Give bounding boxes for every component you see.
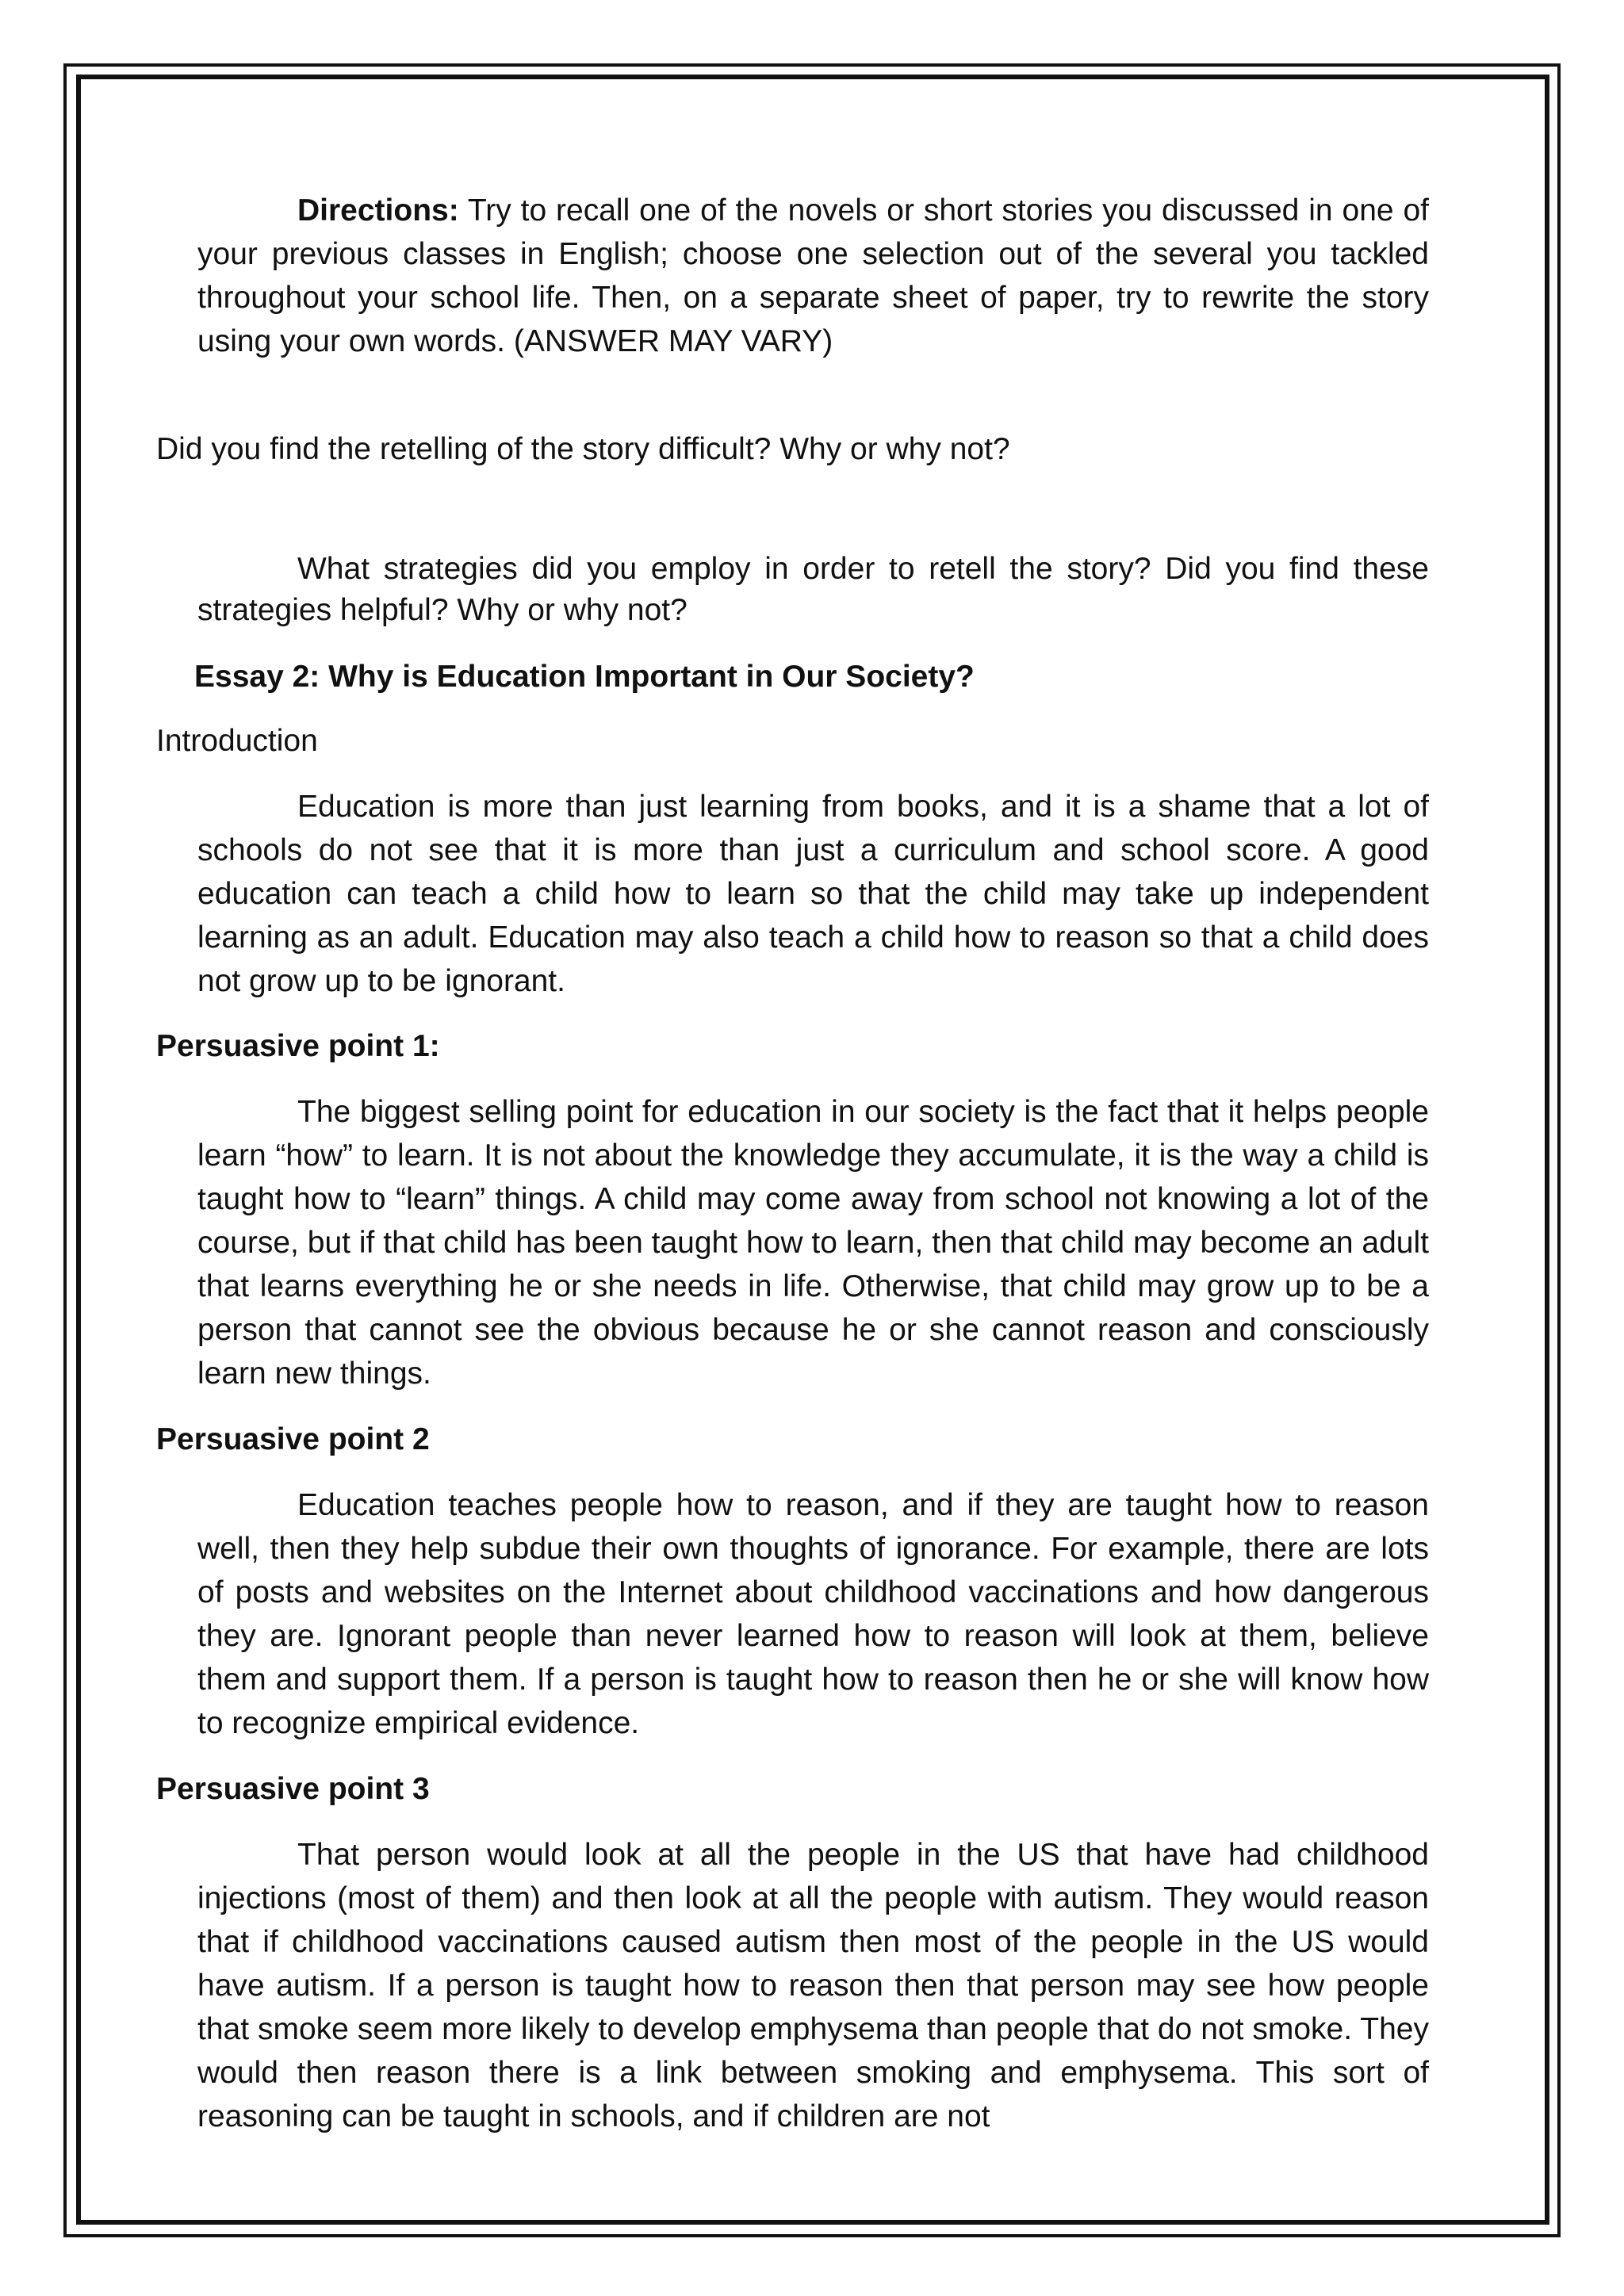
persuasive-point-3-body: That person would look at all the people in the US that have had childhood injections (most of them) and then look at all the people with autism. They would reason that if childhood vaccinations caused autism then most of the people in the US would have autism. If a person is taught how to reason then that person may see how people that smoke seem more likely to develop emphysema than people that do not smoke. They would then reason there is a link between smoking and emphysema. This sort of reasoning can be taught in schools, and if children are not — [197, 1838, 1429, 2133]
document-body — [156, 189, 1429, 2138]
persuasive-point-3-heading: Persuasive point 3 — [156, 1772, 430, 1806]
directions-label: Directions: — [297, 193, 459, 228]
essay-title: Essay 2: Why is Education Important in Our Society? — [194, 660, 975, 694]
directions-paragraph — [197, 189, 1429, 363]
directions-text: Try to recall one of the novels or short stories you discussed in one of your previous classes in English; choose one selection out of the several you tackled throughout your school life. Then, on a separate sheet of paper, try to rewrite the story using your own words. (ANSWER MAY VARY) — [197, 193, 1429, 358]
question-retelling-difficulty: Did you find the retelling of the story difficult? Why or why not? — [156, 432, 1010, 466]
persuasive-point-2-heading: Persuasive point 2 — [156, 1422, 430, 1456]
persuasive-point-2-body: Education teaches people how to reason, and if they are taught how to reason well, then they help subdue their own thoughts of ignorance. For example, there are lots of posts and websites on the Internet about childhood vaccinations and how dangerous they are. Ignorant people than never learned how to reason will look at them, believe them and support them. If a person is taught how to reason then he or she will know how to recognize empirical evidence. — [197, 1488, 1429, 1740]
persuasive-point-1-heading: Persuasive point 1: — [156, 1029, 440, 1063]
question-strategies: What strategies did you employ in order to retell the story? Did you find these strategies helpful? Why or why not? — [197, 552, 1429, 627]
introduction-heading: Introduction — [156, 724, 318, 758]
introduction-body: Education is more than just learning from books, and it is a shame that a lot of schools do not see that it is more than just a curriculum and school score. A good education can teach a child how to learn so that the child may take up independent learning as an adult. Education may also teach a child how to reason so that a child does not grow up to be ignorant. — [197, 790, 1429, 998]
persuasive-point-1-body: The biggest selling point for education in our society is the fact that it helps people learn “how” to learn. It is not about the knowledge they accumulate, it is the way a child is taught how to “learn” things. A child may come away from school not knowing a lot of the course, but if that child has been taught how to learn, then that child may become an adult that learns everything he or she needs in life. Otherwise, that child may grow up to be a person that cannot see the obvious because he or she cannot reason and consciously learn new things. — [197, 1095, 1429, 1391]
